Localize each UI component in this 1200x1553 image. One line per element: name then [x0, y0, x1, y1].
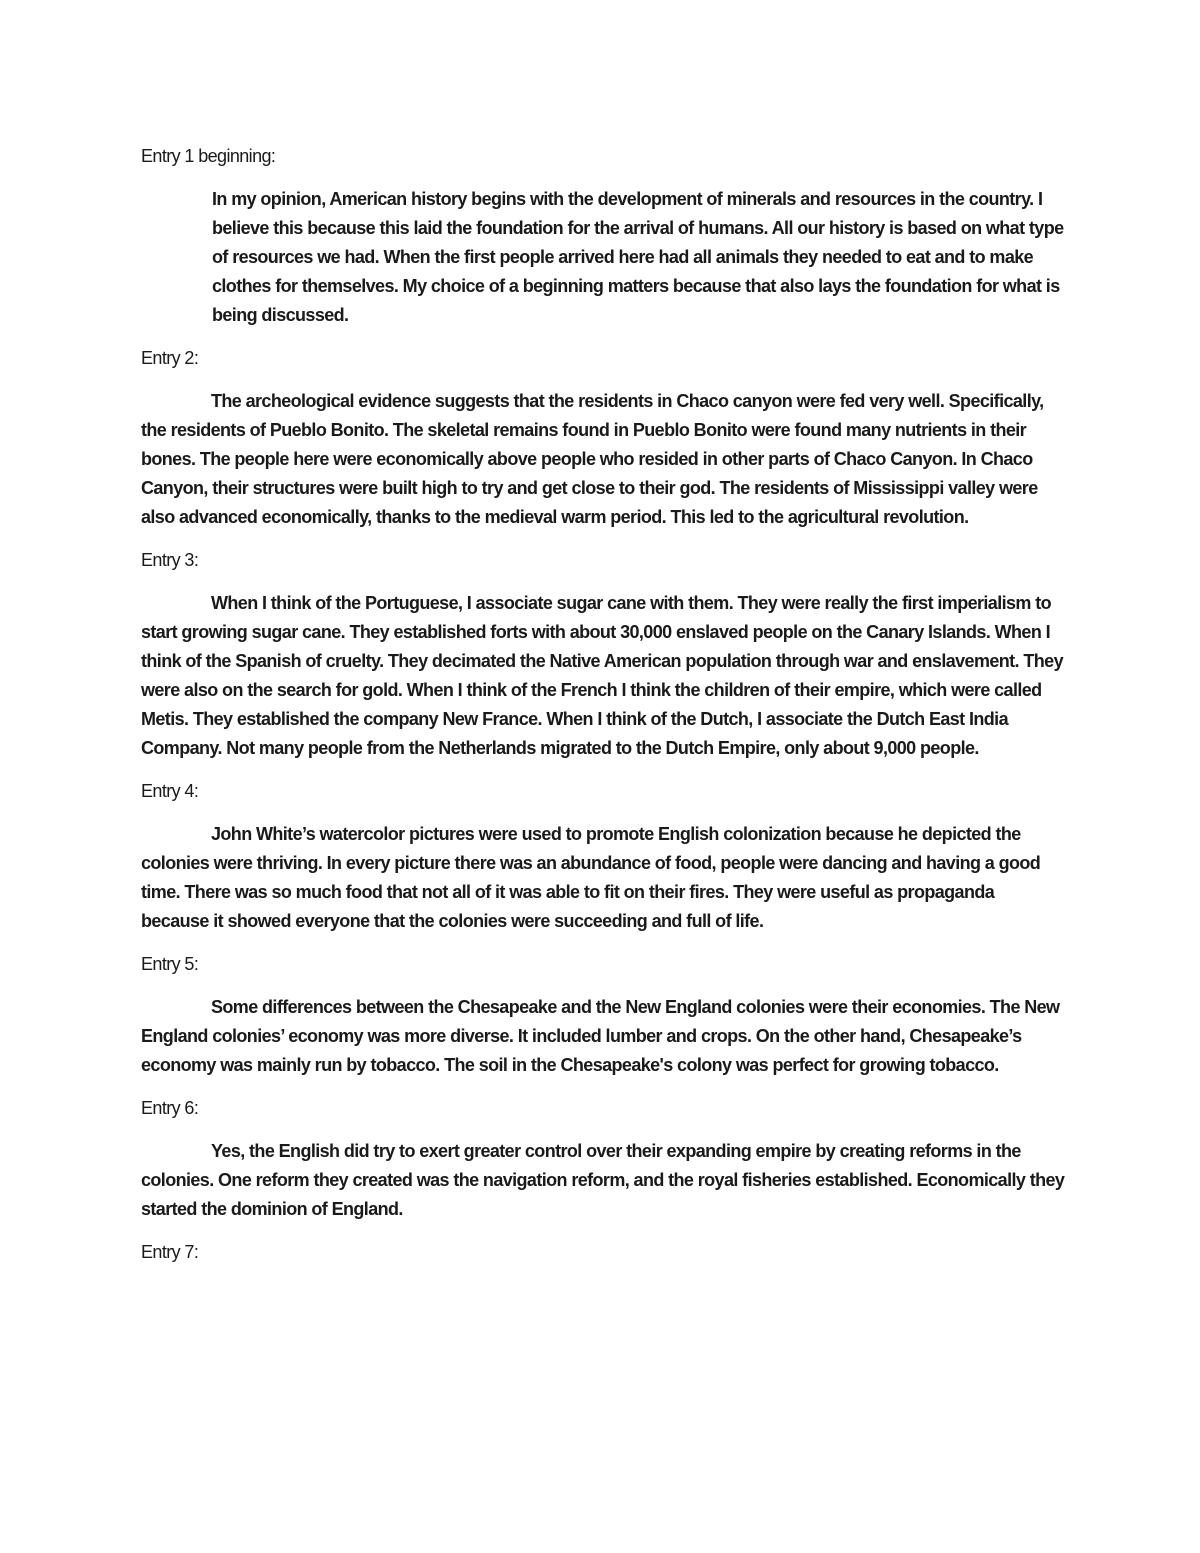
document-content	[141, 142, 1066, 1281]
entry-2-heading: Entry 2:	[141, 348, 199, 368]
entry-6-body: Yes, the English did try to exert greater control over their expanding empire by creating reforms in the colonies. One reform they created was the navigation reform, and the royal fisheries established. Economically they started the dominion of England.	[141, 1141, 1065, 1219]
entry-6-heading: Entry 6:	[141, 1098, 199, 1118]
entry-1-body: In my opinion, American history begins with the development of minerals and resources in the country. I believe this because this laid the foundation for the arrival of humans. All our history is based on what type of resources we had. When the first people arrived here had all animals they needed to eat and to make clothes for themselves. My choice of a beginning matters because that also lays the foundation for what is being discussed.	[212, 189, 1064, 325]
entry-3-body: When I think of the Portuguese, I associate sugar cane with them. They were really the first imperialism to start growing sugar cane. They established forts with about 30,000 enslaved people on the Canary Islands. When I think of the Spanish of cruelty. They decimated the Native American population through war and enslavement. They were also on the search for gold. When I think of the French I think the children of their empire, which were called Metis. They established the company New France. When I think of the Dutch, I associate the Dutch East India Company. Not many people from the Netherlands migrated to the Dutch Empire, only about 9,000 people.	[141, 593, 1063, 758]
entry-4-heading: Entry 4:	[141, 781, 199, 801]
entry-4-body: John White’s watercolor pictures were used to promote English colonization because he depicted the colonies were thriving. In every picture there was an abundance of food, people were dancing and having a good time. There was so much food that not all of it was able to fit on their fires. They were useful as propaganda because it showed everyone that the colonies were succeeding and full of life.	[141, 824, 1041, 931]
entry-1-heading: Entry 1 beginning:	[141, 146, 276, 166]
entry-2-body: The archeological evidence suggests that the residents in Chaco canyon were fed very well. Specifically, the residents of Pueblo Bonito. The skeletal remains found in Pueblo Bonito were found many nutrients in their bones. The people here were economically above people who resided in other parts of Chaco Canyon. In Chaco Canyon, their structures were built high to try and get close to their god. The residents of Mississippi valley were also advanced economically, thanks to the medieval warm period. This led to the agricultural revolution.	[141, 391, 1044, 527]
entry-3-heading: Entry 3:	[141, 550, 199, 570]
entry-7-heading: Entry 7:	[141, 1242, 199, 1262]
entry-5-heading: Entry 5:	[141, 954, 199, 974]
entry-5-body: Some differences between the Chesapeake and the New England colonies were their economies. The New England colonies’ economy was more diverse. It included lumber and crops. On the other hand, Chesapeake’s economy was mainly run by tobacco. The soil in the Chesapeake's colony was perfect for growing tobacco.	[141, 997, 1060, 1075]
